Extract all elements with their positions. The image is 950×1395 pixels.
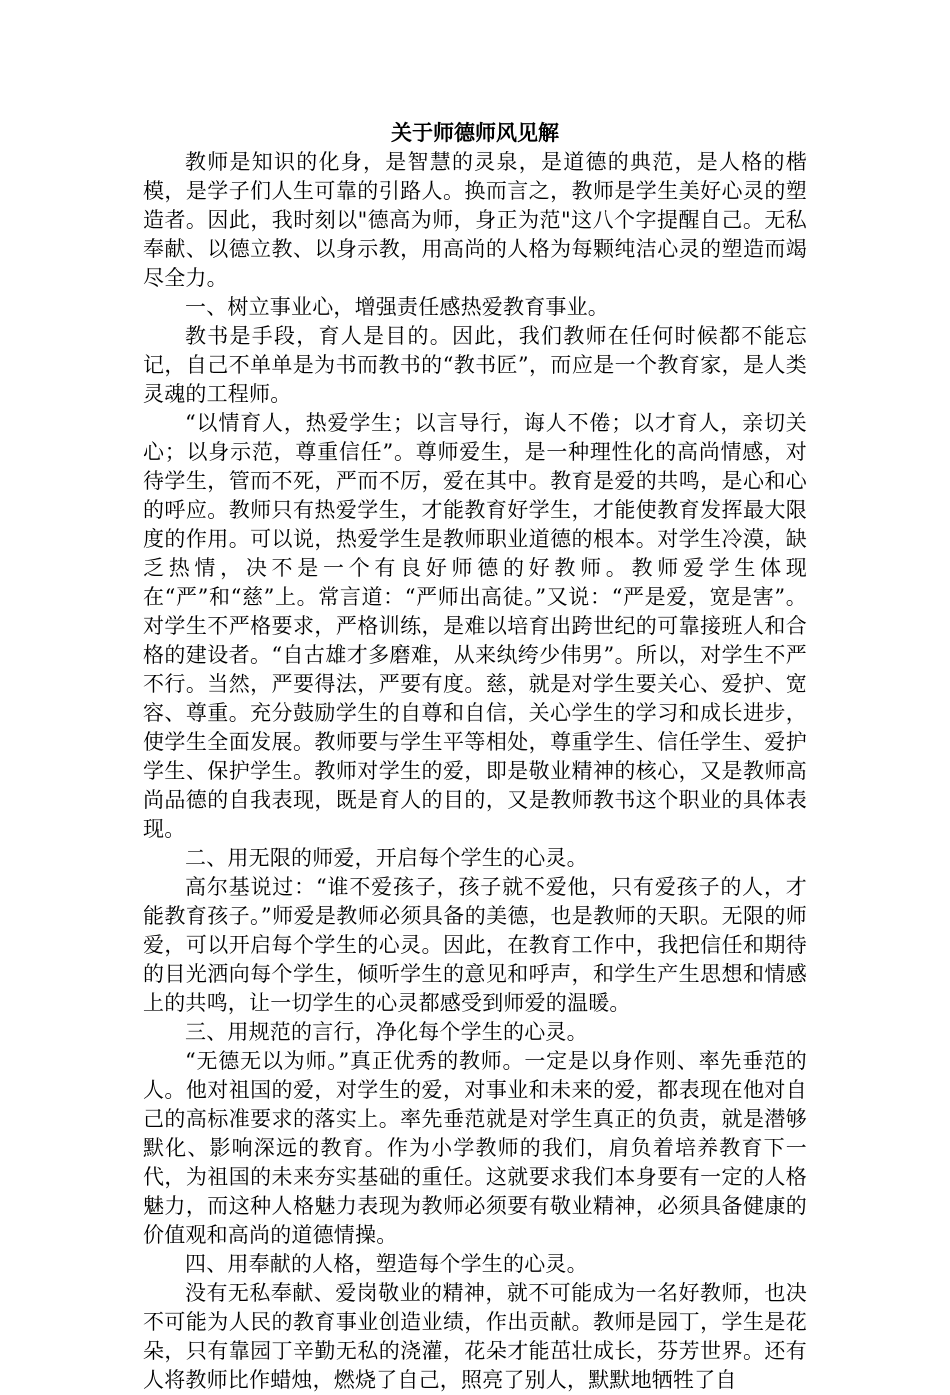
document-title: 关于师德师风见解 <box>391 121 559 145</box>
paragraph: “以情育人，热爱学生；以言导行，诲人不倦；以才育人，亲切关心；以身示范，尊重信任”。尊师爱生，是一种理性化的高尚情感，对待学生，管而不死，严而不厉，爱在其中。教育是爱的共鸣，是心和心的呼应。教师只有热爱学生，才能教育好学生，才能使教育发挥最大限度的作用。可以说，热爱学生是教师职业道德的根本。对学生冷漠，缺乏热情，决不是一个有良好师德的好教师。教师爱学生体现在“严”和“慈”上。常言道：“严师出高徒。”又说：“严是爱，宽是害”。对学生不严格要求，严格训练，是难以培育出跨世纪的可靠接班人和合格的建设者。“自古雄才多磨难，从来纨绔少伟男”。所以，对学生不严不行。当然，严要得法，严要有度。慈，就是对学生要关心、爱护、宽容、尊重。充分鼓励学生的自尊和自信，关心学生的学习和成长进步，使学生全面发展。教师要与学生平等相处，尊重学生、信任学生、爱护学生、保护学生。教师对学生的爱，即是敬业精神的核心，又是教师高尚品德的自我表现，既是育人的目的，又是教师教书这个职业的具体表现。 <box>143 411 807 841</box>
section-heading-1: 一、树立事业心，增强责任感热爱教育事业。 <box>185 295 609 319</box>
paragraph: 高尔基说过：“谁不爱孩子，孩子就不爱他，只有爱孩子的人，才能教育孩子。”师爱是教师必须具备的美德，也是教师的天职。无限的师爱，可以开启每个学生的心灵。因此，在教育工作中，我把信任和期待的目光洒向每个学生，倾听学生的意见和呼声，和学生产生思想和情感上的共鸣，让一切学生的心灵都感受到师爱的温暖。 <box>143 875 807 1015</box>
paragraph-intro: 教师是知识的化身，是智慧的灵泉，是道德的典范，是人格的楷模，是学子们人生可靠的引路人。换而言之，教师是学生美好心灵的塑造者。因此，我时刻以"德高为师，身正为范"这八个字提醒自己。无私奉献、以德立教、以身示教，用高尚的人格为每颗纯洁心灵的塑造而竭尽全力。 <box>143 150 807 290</box>
paragraph: “无德无以为师。”真正优秀的教师。一定是以身作则、率先垂范的人。他对祖国的爱，对学生的爱，对事业和未来的爱，都表现在他对自己的高标准要求的落实上。率先垂范就是对学生真正的负责，就是潜够默化、影响深远的教育。作为小学教师的我们，肩负着培养教育下一代，为祖国的未来夯实基础的重任。这就要求我们本身要有一定的人格魅力，而这种人格魅力表现为教师必须要有敬业精神，必须具备健康的价值观和高尚的道德情操。 <box>143 1049 807 1247</box>
section-heading-2: 二、用无限的师爱，开启每个学生的心灵。 <box>185 846 588 870</box>
section-heading-4: 四、用奉献的人格，塑造每个学生的心灵。 <box>185 1252 588 1276</box>
paragraph: 教书是手段，育人是目的。因此，我们教师在任何时候都不能忘记，自己不单单是为书而教书的“教书匠”，而应是一个教育家，是人类灵魂的工程师。 <box>143 324 807 406</box>
paragraph: 没有无私奉献、爱岗敬业的精神，就不可能成为一名好教师，也决不可能为人民的教育事业创造业绩，作出贡献。教师是园丁，学生是花朵，只有靠园丁辛勤无私的浇灌，花朵才能茁壮成长，芬芳世界。还有人将教师比作蜡烛，燃烧了自己，照亮了别人，默默地牺牲了自 <box>143 1281 807 1392</box>
section-heading-3: 三、用规范的言行，净化每个学生的心灵。 <box>185 1020 588 1044</box>
document-body <box>143 118 807 1395</box>
